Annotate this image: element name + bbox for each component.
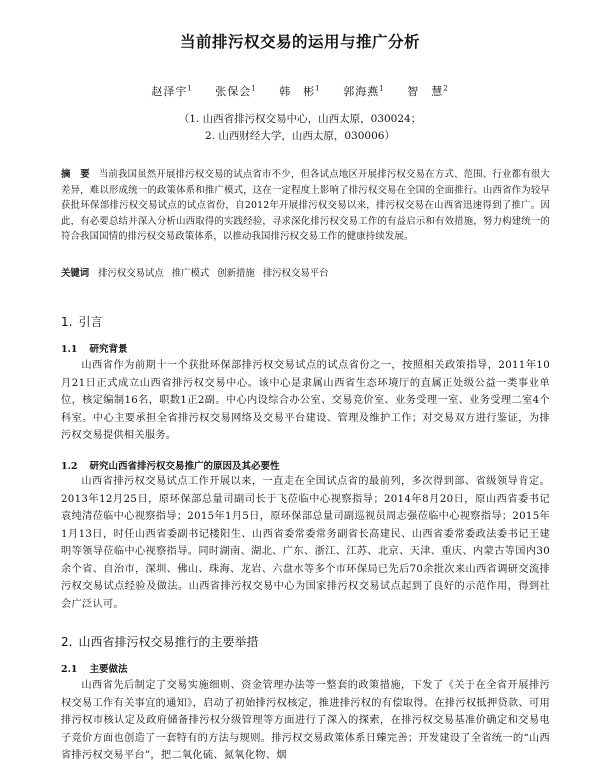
paragraph-1: 山西省作为前期十一个获批环保部排污权交易试点的试点省份之一，按照相关政策指导，2011年10月21日正式成立山西省排污权交易中心。该中心是隶属山西省生态环境厅的直属正处级公益一类事业单位，核定编制16名，职数1正2副。中心内设综合办公室、交易竞价室、业务受理一室、业务受理二室4个科室。中心主要承担全省排污权交易网络及交易平台建设、管理及维护工作；对交易双方进行鉴证，为排污权交易提供相关服务。 bbox=[61, 360, 550, 441]
paragraph-3: 山西省先后制定了交易实施细则、资金管理办法等一整套的政策措施，下发了《关于在全省开展排污权交易工作有关事宜的通知》，启动了初始排污权核定，推进排污权的有偿取得。在排污权抵押贷款、可用排污权市核认定及政府储备排污权分级管理等方面进行了深入的探索，在排污权交易基准价确定和交易电子竞价方面也创造了一套特有的方法与规则。排污权交易政策体系日臻完善；开发建设了全省统一的“山西省排污权交易平台”，把二氧化硫、氮氧化物、烟 bbox=[61, 680, 550, 761]
subsection-heading-1-2 bbox=[61, 458, 280, 472]
author-list bbox=[0, 83, 600, 99]
subsection-number: 1.1 bbox=[61, 344, 78, 355]
section-title: 山西省排污权交易推行的主要举措 bbox=[78, 635, 259, 649]
author-affiliation-mark: 1 bbox=[379, 84, 385, 93]
section-title: 引言 bbox=[78, 315, 103, 329]
subsection-title: 研究山西省排污权交易推广的原因及其必要性 bbox=[89, 461, 280, 472]
affiliation-line-1: （1. 山西省排污权交易中心，山西太原，030024； bbox=[178, 113, 422, 125]
subsection-heading-1-1 bbox=[61, 341, 128, 355]
keyword: 排污权交易试点 bbox=[98, 268, 164, 279]
author bbox=[215, 83, 256, 99]
abstract-text: 当前我国虽然开展排污权交易的试点省市不少，但各试点地区开展排污权交易在方式、范围、行业都有很大差异，难以形成统一的政策体系和推广模式，这在一定程度上影响了排污权交易在全国的全面推行。山西省作为较早获批环保部排污权交易试点的试点省份，自2012年开展排污权交易以来，排污权交易在山西省迅速得到了推广。因此，有必要总结并深入分析山西取得的实践经验，寻求深化排污权交易工作的有益启示和有效措施，努力构建统一的符合我国国情的排污权交易政策体系，以推动我国排污权交易工作的健康持续发展。 bbox=[61, 169, 550, 243]
author-affiliation-mark: 2 bbox=[443, 84, 449, 93]
paper-title: 当前排污权交易的运用与推广分析 bbox=[179, 33, 420, 51]
subsection-heading-2-1 bbox=[61, 661, 128, 675]
subsection-number: 1.2 bbox=[61, 461, 78, 472]
author bbox=[343, 83, 384, 99]
author-name: 张保会 bbox=[215, 85, 252, 98]
subsection-title: 研究背景 bbox=[89, 344, 128, 355]
author-name: 韩 彬 bbox=[279, 85, 316, 98]
abstract-label: 摘 要 bbox=[61, 169, 90, 180]
author-affiliation-mark: 1 bbox=[315, 84, 321, 93]
section-number: 1. bbox=[61, 315, 73, 329]
subsection-number: 2.1 bbox=[61, 664, 78, 675]
author bbox=[407, 83, 448, 99]
section-number: 2. bbox=[61, 635, 73, 649]
keywords-label: 关键词 bbox=[61, 268, 90, 279]
keyword: 推广模式 bbox=[171, 268, 210, 279]
keyword: 创新措施 bbox=[217, 268, 255, 279]
author-name: 赵泽宇 bbox=[151, 85, 188, 98]
keywords bbox=[61, 265, 550, 279]
author-affiliation-mark: 1 bbox=[187, 84, 193, 93]
subsection-title: 主要做法 bbox=[89, 664, 128, 675]
paragraph-2: 山西省排污权交易试点工作开展以来，一直走在全国试点省的最前列，多次得到部、省级领导肯定。2013年12月25日，原环保部总量司副司长于飞莅临中心视察指导；2014年8月20日，原山西省委书记袁纯清莅临中心视察指导；2015年1月5日，原环保部总量司副巡视员周志强莅临中心视察指导；2015年1月13日，时任山西省委副书记楼阳生、山西省委常委常务副省长高建民、山西省委常委政法委书记王建明等领导莅临中心视察指导。同时湖南、湖北、广东、浙江、江苏、北京、天津、重庆、内蒙古等国内30余个省、自治市，深圳、佛山、珠海、龙岩、六盘水等多个市环保局已先后70余批次来山西省调研交流排污权交易试点经验及做法。山西省排污权交易中心为国家排污权交易试点起到了良好的示范作用，得到社会广泛认可。 bbox=[61, 476, 550, 610]
keyword: 排污权交易平台 bbox=[262, 268, 329, 279]
section-heading-1 bbox=[61, 313, 102, 330]
section-heading-2 bbox=[61, 633, 258, 650]
author bbox=[151, 83, 192, 99]
abstract bbox=[61, 167, 550, 245]
author-affiliation-mark: 1 bbox=[251, 84, 257, 93]
author-name: 郭海燕 bbox=[343, 85, 380, 98]
author bbox=[279, 83, 320, 99]
affiliation-line-2: 2. 山西财经大学，山西太原，030006） bbox=[205, 130, 395, 142]
author-name: 智 慧 bbox=[407, 85, 444, 98]
